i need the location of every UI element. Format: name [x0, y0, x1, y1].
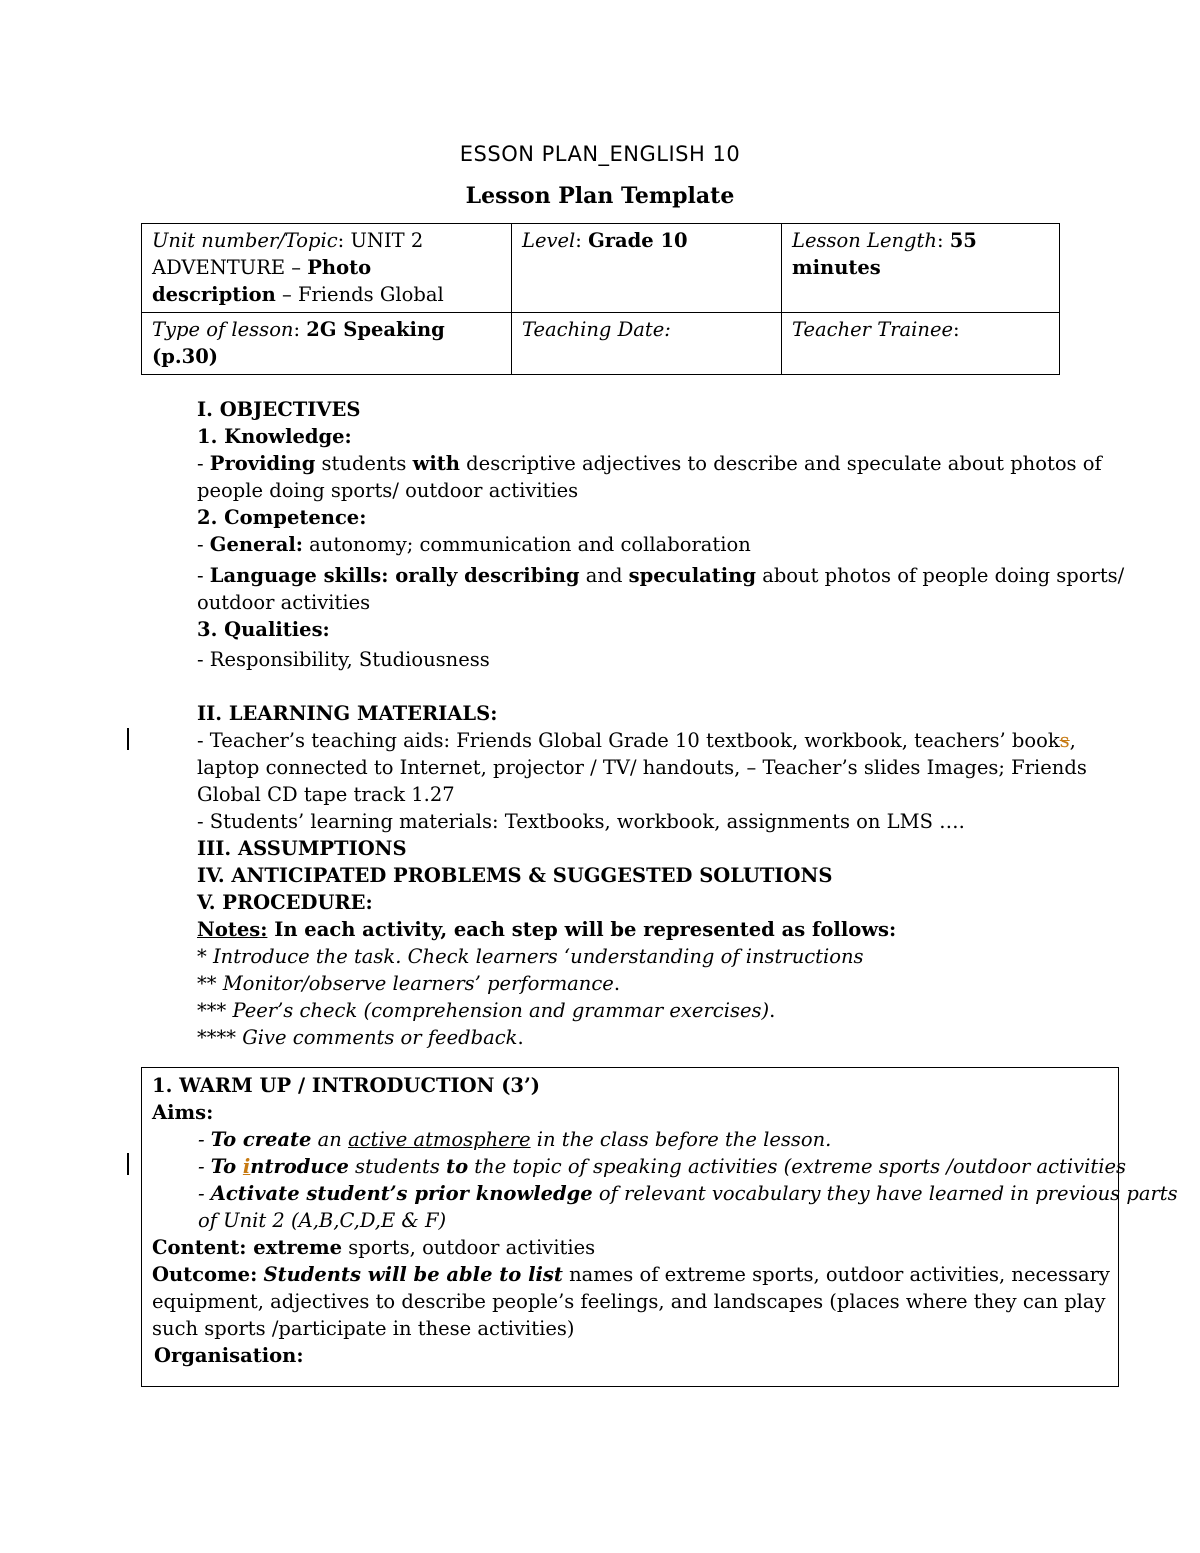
aim-1-underlined: active atmosphere [348, 1128, 531, 1151]
content-bold: extreme [246, 1236, 343, 1259]
teacher-materials-text: - Teacher’s teaching aids: Friends Global Grade 10 textbook, workbook, teachers’ book [197, 729, 1060, 752]
step-2-period: . [613, 972, 621, 995]
trainee-label: Teacher Trainee [792, 318, 954, 341]
knowledge-text-cont: people doing sports/ outdoor activities [197, 479, 579, 502]
outcome-bold: Students will be able to list [263, 1263, 563, 1286]
language-skills: - Language skills: orally describing and speculating about photos of people doing sports/ [197, 564, 1125, 587]
unit-cell: Unit number/Topic: UNIT 2 ADVENTURE – Photo description – Friends Global [142, 224, 512, 313]
unit-label: Unit number/Topic [152, 229, 338, 252]
change-bar [127, 728, 129, 750]
outcome-cont-2: such sports /participate in these activities) [152, 1317, 575, 1340]
aim-1-text-1: an [311, 1128, 349, 1151]
step-1-text: Introduce the task. Check learners ‘understanding of instructions [212, 945, 864, 968]
length-label: Lesson Length [792, 229, 937, 252]
step-4 [197, 1024, 1077, 1051]
notes-line [197, 916, 1077, 943]
language-skills-bold-2: speculating [628, 564, 756, 587]
knowledge-text-2: descriptive adjectives to describe and speculate about photos of [459, 452, 1102, 475]
date-cell [512, 313, 782, 375]
tracked-insertion: i [242, 1155, 251, 1178]
teacher-materials-cont-2: Global CD tape track 1.27 [197, 783, 455, 806]
teacher-materials [197, 727, 1077, 754]
language-skills-label: Language skills: [209, 564, 389, 587]
teacher-materials-comma: , [1069, 729, 1076, 752]
competence-heading: 2. Competence: [197, 506, 367, 529]
qualities-text: - Responsibility, Studiousness [197, 648, 490, 671]
procedure-heading: V. PROCEDURE: [197, 891, 373, 914]
type-label: Type of lesson [152, 318, 294, 341]
step-4-text: Give comments or feedback [242, 1026, 518, 1049]
step-3-text: Peer’s check (comprehension and grammar exercises) [232, 999, 770, 1022]
level-cell: Level: Grade 10 [512, 224, 782, 313]
knowledge-bold-1: Providing [209, 452, 316, 475]
content-text: sports, outdoor activities [342, 1236, 596, 1259]
date-label: Teaching Date: [522, 318, 671, 341]
aim-2: - To introduce students to the topic of speaking activities (extreme sports /outdoor activities [198, 1155, 1126, 1178]
knowledge-bold-2: with [412, 452, 460, 475]
aim-2-bold-1: To [210, 1155, 243, 1178]
aim-1-text-2: in the class before the lesson. [530, 1128, 832, 1151]
warmup-box [141, 1067, 1178, 1387]
lesson-info-table [141, 223, 1060, 375]
organisation-label: Organisation: [154, 1344, 304, 1367]
outcome-cont-1: equipment, adjectives to describe people’s feelings, and landscapes (places where they can play [152, 1290, 1106, 1313]
language-skills-text-1: and [579, 564, 629, 587]
qualities-heading: 3. Qualities: [197, 618, 330, 641]
lesson-body [197, 396, 1125, 1051]
materials-heading: II. LEARNING MATERIALS: [197, 702, 498, 725]
aim-3-bold: Activate student’s prior knowledge [210, 1182, 593, 1205]
lesson-info-row [142, 313, 1060, 375]
type-cell: Type of lesson: 2G Speaking (p.30) [142, 313, 512, 375]
general-text: autonomy; communication and collaboration [302, 533, 751, 556]
aim-2-bold-2: ntroduce [250, 1155, 349, 1178]
unit-source: – Friends Global [275, 283, 444, 306]
step-1-mark: * [197, 945, 213, 968]
step-2 [197, 970, 1077, 997]
knowledge-text: - Providing students with descriptive adjectives to describe and speculate about photos of [197, 452, 1102, 475]
step-3-mark: *** [197, 999, 233, 1022]
step-2-mark: ** [197, 972, 223, 995]
step-2-text: Monitor/observe learners’ performance [222, 972, 614, 995]
unit-topic: Photo description [152, 256, 372, 306]
aim-3-cont: of Unit 2 (A,B,C,D,E & F) [198, 1209, 447, 1232]
level-label: Level [522, 229, 576, 252]
notes-text: In each activity, each step will be represented as follows: [267, 918, 897, 941]
aim-3: - Activate student’s prior knowledge of relevant vocabulary they have learned in previous parts [198, 1182, 1178, 1205]
level-value: Grade 10 [588, 229, 688, 252]
outcome-text-1: names of extreme sports, outdoor activities, necessary [562, 1263, 1110, 1286]
aim-3-text-1: of relevant vocabulary they have learned in previous parts [592, 1182, 1178, 1205]
outcome-label: Outcome: [152, 1263, 258, 1286]
step-4-period: . [517, 1026, 524, 1049]
knowledge-heading: 1. Knowledge: [197, 425, 352, 448]
general-label: General: [209, 533, 303, 556]
step-3-period: . [769, 999, 776, 1022]
language-skills-text-2: about photos of people doing sports/ [756, 564, 1125, 587]
language-skills-cont: outdoor activities [197, 591, 371, 614]
teacher-materials-cont-1: laptop connected to Internet, projector / TV/ handouts, – Teacher’s slides Images; Friends [197, 756, 1087, 779]
outcome-line [152, 1261, 1108, 1288]
content-label: Content: [152, 1236, 247, 1259]
general-competence: - General: autonomy; communication and collaboration [197, 533, 751, 556]
step-1 [197, 943, 1077, 970]
step-3 [197, 997, 1077, 1024]
objectives-heading: I. OBJECTIVES [197, 398, 361, 421]
language-skills-bold-1: orally describing [388, 564, 580, 587]
warmup-heading: 1. WARM UP / INTRODUCTION (3’) [152, 1074, 541, 1097]
aim-1-bold: To create [210, 1128, 312, 1151]
unit-value: UNIT 2 ADVENTURE – [152, 229, 424, 279]
assumptions-heading: III. ASSUMPTIONS [197, 837, 407, 860]
knowledge-text-1: students [315, 452, 413, 475]
length-value: 55 minutes [792, 229, 977, 279]
student-materials: - Students’ learning materials: Textbooks, workbook, assignments on LMS …. [197, 810, 965, 833]
notes-label: Notes: [197, 918, 268, 941]
aim-2-text-2: the topic of speaking activities (extreme sports /outdoor activities [468, 1155, 1126, 1178]
tracked-deletion: s [1059, 729, 1070, 752]
change-bar [127, 1153, 129, 1175]
lesson-info-row [142, 224, 1060, 313]
aim-2-text-1: students [348, 1155, 447, 1178]
aim-1: - To create an active atmosphere in the class before the lesson. [198, 1128, 832, 1151]
length-cell: Lesson Length: 55 minutes [782, 224, 1060, 313]
type-value: 2G Speaking (p.30) [152, 318, 445, 368]
aim-2-bold-3: to [446, 1155, 469, 1178]
problems-heading: IV. ANTICIPATED PROBLEMS & SUGGESTED SOLUTIONS [197, 864, 833, 887]
step-4-mark: **** [197, 1026, 243, 1049]
document-title: ESSON PLAN_ENGLISH 10 [459, 142, 741, 166]
aims-label: Aims: [152, 1101, 214, 1124]
document-subtitle: Lesson Plan Template [465, 183, 735, 209]
content-line [152, 1234, 1108, 1261]
trainee-cell: Teacher Trainee: [782, 313, 1060, 375]
